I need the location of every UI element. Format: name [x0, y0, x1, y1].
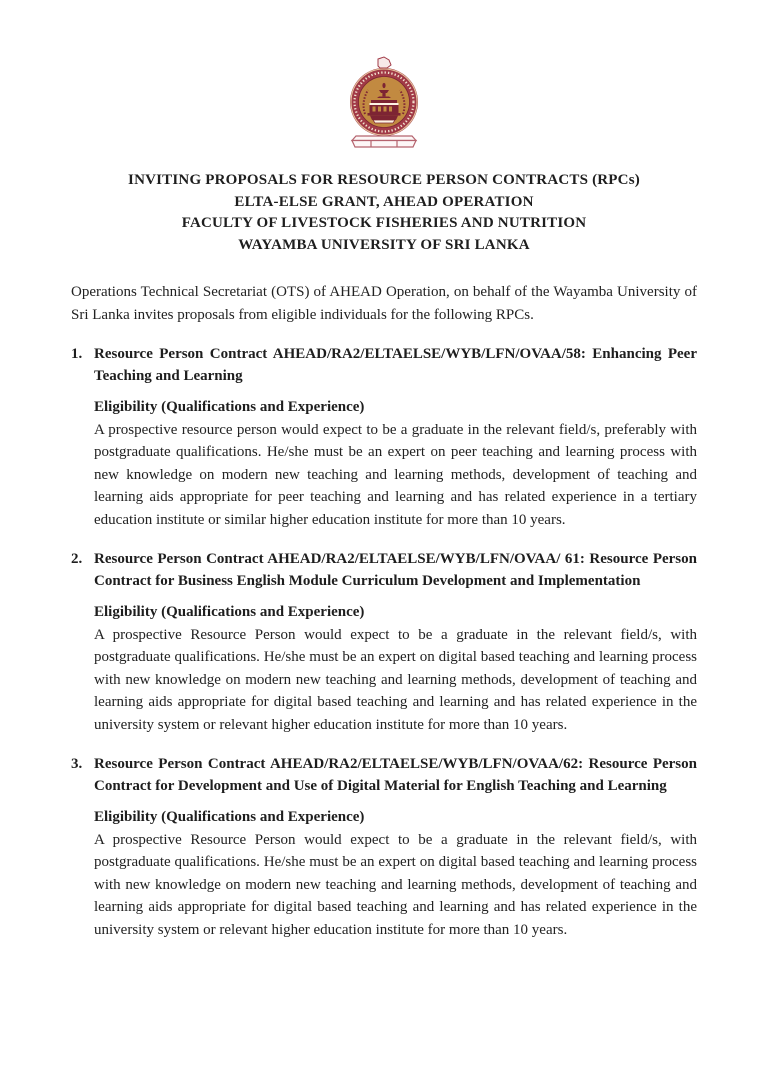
rpc-item-2 [71, 548, 697, 736]
eligibility-heading: Eligibility (Qualifications and Experience) [94, 399, 365, 415]
rpc-item-3 [71, 753, 697, 941]
title-line-3: FACULTY OF LIVESTOCK FISHERIES AND NUTRITION [181, 215, 587, 231]
university-crest-icon [343, 56, 425, 150]
intro-paragraph: Operations Technical Secretariat (OTS) of AHEAD Operation, on behalf of the Wayamba University of Sri Lanka invites proposals from eligible individuals for the following RPCs. [71, 284, 697, 323]
title-line-4: WAYAMBA UNIVERSITY OF SRI LANKA [238, 236, 530, 253]
rpc-item-1 [71, 343, 697, 531]
item-heading: Resource Person Contract AHEAD/RA2/ELTAELSE/WYB/LFN/OVAA/ 61: Resource Person Contract for Business English Module Curriculum Development and Implementation [94, 551, 697, 589]
item-body-text: A prospective Resource Person would expect to be a graduate in the relevant field/s, with postgraduate qualifications. He/she must be an expert on digital based teaching and learning process with new knowledge on modern new teaching and learning methods, development of teaching and learning aids appropriate for digital based teaching and learning and has related experience in the university system or relevant higher education institute for more than 10 years. [94, 831, 697, 938]
title-line-2: ELTA-ELSE GRANT, AHEAD OPERATION [234, 193, 534, 210]
item-content [94, 343, 697, 531]
item-heading: Resource Person Contract AHEAD/RA2/ELTAELSE/WYB/LFN/OVAA/62: Resource Person Contract for Development and Use of Digital Material for English Teaching and Learning [94, 756, 697, 794]
document-body [71, 281, 697, 941]
item-number: 3. [71, 756, 83, 772]
item-body-text: A prospective resource person would expect to be a graduate in the relevant field/s, preferably with postgraduate qualifications. He/she must be an expert on peer teaching and learning process with new knowledge on modern new teaching and learning methods, development of teaching and learning aids appropriate for peer teaching and learning and has related experience in a tertiary education institute or similar higher education institute for more than 10 years. [94, 421, 697, 528]
title-line-1: INVITING PROPOSALS FOR RESOURCE PERSON CONTRACTS (RPCs) [128, 172, 640, 188]
crest-pedestal [352, 136, 416, 147]
logo-container [0, 0, 768, 150]
document-title [0, 170, 768, 256]
item-content [94, 753, 697, 941]
eligibility-heading: Eligibility (Qualifications and Experience) [94, 604, 365, 620]
item-number: 2. [71, 551, 83, 567]
item-number: 1. [71, 346, 83, 362]
item-heading: Resource Person Contract AHEAD/RA2/ELTAELSE/WYB/LFN/OVAA/58: Enhancing Peer Teaching and Learning [94, 346, 697, 384]
item-body-text: A prospective Resource Person would expect to be a graduate in the relevant field/s, with postgraduate qualifications. He/she must be an expert on digital based teaching and learning process with new knowledge on modern new teaching and learning methods, development of teaching and learning aids appropriate for digital based teaching and learning and has related experience in the university system or relevant higher education institute for more than 10 years. [94, 626, 697, 733]
crest-lion [378, 57, 391, 68]
eligibility-heading: Eligibility (Qualifications and Experience) [94, 809, 365, 825]
item-content [94, 548, 697, 736]
